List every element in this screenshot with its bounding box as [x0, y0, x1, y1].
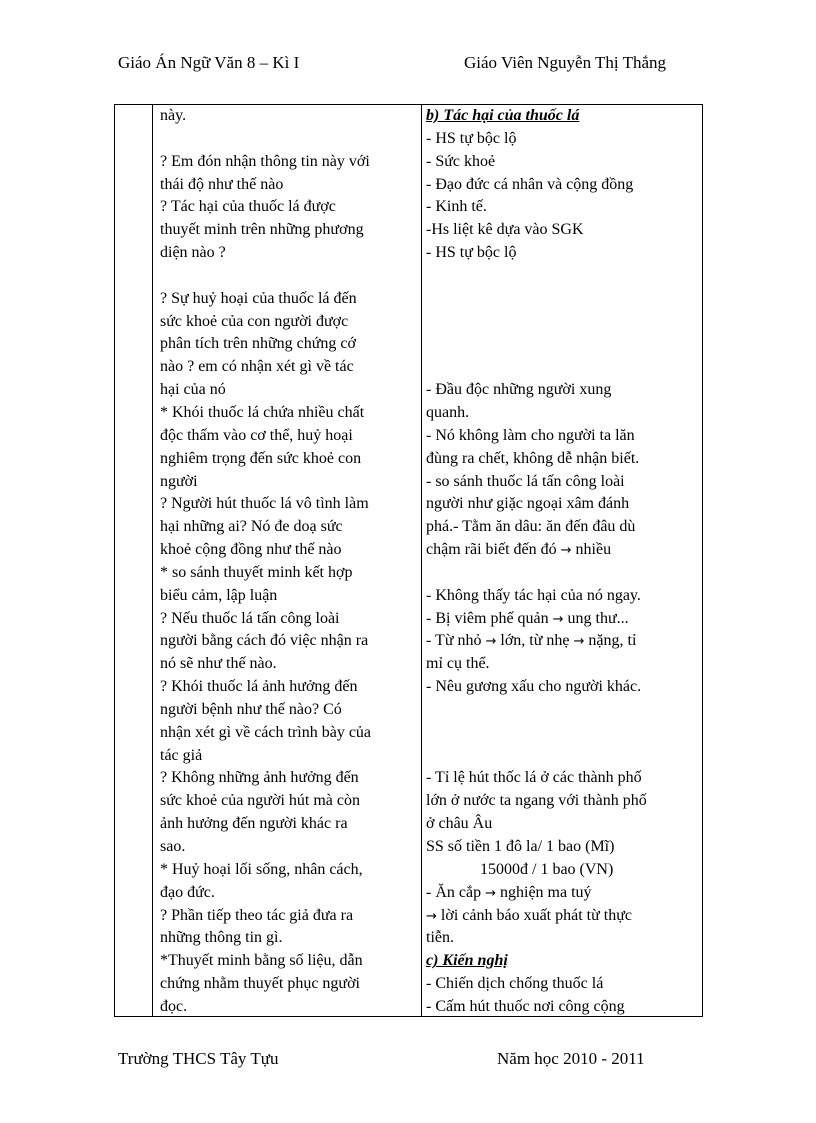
arrow-right-icon: → [560, 543, 572, 559]
answer-line: - HS tự bộc lộ [426, 244, 517, 262]
question-line: nó sẽ như thế nào. [160, 655, 277, 673]
answer-text: - Từ nhỏ [426, 632, 482, 650]
question-line: người bằng cách đó việc nhận ra [160, 632, 369, 650]
answer-line: - Kinh tế. [426, 198, 487, 216]
answer-line: - Nó không làm cho người ta lăn [426, 426, 635, 444]
question-line: ? Sự huỷ hoại của thuốc lá đến [160, 289, 357, 307]
question-line: này. [160, 107, 187, 124]
answer-line: 15000đ / 1 bao (VN) [480, 860, 614, 878]
header-lesson-title: Giáo Án Ngữ Văn 8 – Kì I [118, 53, 300, 72]
header-teacher-name: Giáo Viên Nguyễn Thị Thắng [464, 53, 667, 72]
answer-line: lớn ở nước ta ngang với thành phố [426, 792, 647, 810]
question-line: diện nào ? [160, 244, 226, 262]
question-line: ? Người hút thuốc lá vô tình làm [160, 495, 369, 513]
answer-text: nhiều [575, 541, 612, 559]
question-line: tác giả [160, 746, 203, 764]
question-line: ? Em đón nhận thông tin này với [160, 152, 370, 170]
question-line: hại của nó [160, 381, 226, 399]
teacher-questions-column [160, 105, 418, 1019]
footer-school-year: Năm học 2010 - 2011 [497, 1049, 645, 1068]
question-line: nghiêm trọng đến sức khoẻ con [160, 449, 362, 467]
answer-line [426, 882, 702, 905]
section-heading-c: c) Kiến nghị [426, 952, 508, 970]
question-line: khoẻ cộng đồng như thế nào [160, 541, 342, 559]
answer-text: - Ăn cắp [426, 883, 482, 901]
answer-line: SS số tiền 1 đô la/ 1 bao (Mĩ) [426, 838, 615, 855]
question-line: chứng nhằm thuyết phục người [160, 975, 360, 993]
answer-line [426, 905, 702, 928]
answer-line [426, 608, 702, 631]
question-line: * Khói thuốc lá chứa nhiều chất [160, 403, 365, 421]
answer-line: ở châu Âu [426, 815, 493, 833]
question-line: sức khoẻ của người hút mà còn [160, 792, 360, 810]
answer-text: nghiện ma tuý [500, 883, 592, 901]
question-line: *Thuyết minh bằng số liệu, dẫn [160, 952, 363, 970]
question-line: những thông tin gì. [160, 929, 283, 947]
answer-line: - Không thấy tác hại của nó ngay. [426, 586, 641, 604]
answer-line: - Cấm hút thuốc nơi công cộng [426, 997, 625, 1015]
answer-line: phá.- Tằm ăn dâu: ăn đến đâu dù [426, 518, 636, 536]
answer-line: quanh. [426, 403, 470, 421]
question-line: thái độ như thế nào [160, 175, 284, 193]
question-line: nhận xét gì về cách trình bày của [160, 723, 372, 741]
answer-line: -Hs liệt kê dựa vào SGK [426, 221, 584, 239]
question-line: * so sánh thuyết minh kết hợp [160, 563, 353, 581]
arrow-right-icon: → [573, 634, 585, 650]
answer-line [426, 539, 702, 562]
question-line: đọc. [160, 997, 188, 1015]
answer-line: - Sức khoẻ [426, 152, 496, 170]
question-line: đạo đức. [160, 883, 215, 901]
footer-school-name: Trường THCS Tây Tựu [118, 1049, 279, 1068]
question-line: nào ? em có nhận xét gì về tác [160, 358, 354, 376]
answer-line: - Nêu gương xấu cho người khác. [426, 678, 642, 696]
question-line: sao. [160, 838, 186, 855]
section-heading-b: b) Tác hại của thuốc lá [426, 107, 580, 124]
answer-line: đùng ra chết, không dễ nhận biết. [426, 449, 640, 467]
question-line: ? Không những ảnh hưởng đến [160, 769, 359, 787]
question-line: biểu cảm, lập luận [160, 586, 278, 604]
page-header [0, 53, 816, 77]
answer-line: - Chiến dịch chống thuốc lá [426, 975, 604, 993]
question-line: người [160, 472, 198, 490]
arrow-right-icon: → [485, 885, 496, 901]
page-footer [0, 1049, 816, 1073]
answer-text: ung thư... [567, 609, 629, 627]
question-line: phân tích trên những chứng cớ [160, 335, 356, 353]
question-line: sức khoẻ của con người được [160, 312, 349, 330]
question-line: thuyết minh trên những phương [160, 221, 364, 239]
arrow-right-icon: → [485, 634, 497, 650]
answer-text: lớn, từ nhẹ [500, 632, 570, 650]
question-line: ? Tác hại của thuốc lá được [160, 198, 336, 216]
answer-line: - so sánh thuốc lá tấn công loài [426, 472, 625, 490]
answer-text: nặng, tỉ [588, 632, 637, 650]
question-line: ? Khói thuốc lá ảnh hưởng đến [160, 678, 358, 696]
arrow-right-icon: → [426, 908, 437, 924]
answer-text: lời cảnh báo xuất phát từ thực [440, 906, 632, 924]
answer-line [426, 630, 702, 653]
blank-line [160, 128, 418, 151]
question-line: người bệnh như thế nào? Có [160, 700, 342, 718]
answer-text: - Bị viêm phế quản [426, 609, 549, 627]
column-divider-1 [152, 105, 153, 1016]
answer-text: chậm rãi biết đến đó [426, 541, 557, 559]
question-line: ? Nếu thuốc lá tấn công loài [160, 609, 340, 627]
answer-line: - Tỉ lệ hút thốc lá ở các thành phố [426, 769, 642, 787]
question-line: độc thấm vào cơ thể, huỷ hoại [160, 426, 353, 444]
answer-line: mỉ cụ thể. [426, 655, 490, 673]
question-line: ? Phần tiếp theo tác giả đưa ra [160, 906, 354, 924]
question-line: hại những ai? Nó đe doạ sức [160, 518, 343, 536]
answer-line: người như giặc ngoại xâm đánh [426, 495, 630, 513]
question-line: ảnh hưởng đến người khác ra [160, 815, 348, 833]
lesson-table [114, 104, 703, 1017]
answer-line: tiễn. [426, 929, 454, 947]
answer-line: - Đầu độc những người xung [426, 381, 612, 399]
column-divider-2 [421, 105, 422, 1016]
question-line: * Huỷ hoại lối sống, nhân cách, [160, 860, 363, 878]
blank-line [160, 265, 418, 288]
answer-line: - Đạo đức cá nhân và cộng đồng [426, 175, 634, 193]
answer-line: - HS tự bộc lộ [426, 129, 517, 147]
student-answers-column [426, 105, 702, 1019]
arrow-right-icon: → [552, 611, 564, 627]
